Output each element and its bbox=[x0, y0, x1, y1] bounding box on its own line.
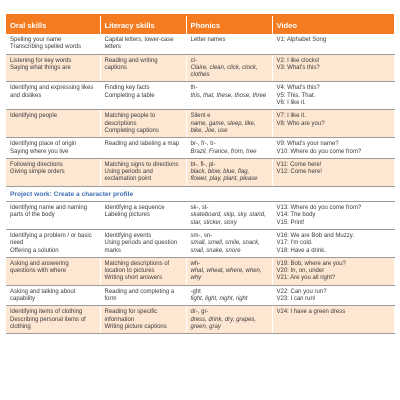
phonics-cell bbox=[186, 138, 272, 159]
phonics-cell bbox=[186, 285, 272, 306]
literacy-skills-cell bbox=[100, 257, 186, 285]
phonics-line: fight, light, night, right bbox=[190, 296, 248, 303]
phonics-line: name, game, sleep, like, bike, Joe, use bbox=[190, 120, 256, 134]
literacy-skills-line: Finding key facts bbox=[104, 85, 150, 92]
literacy-skills-cell bbox=[100, 306, 186, 334]
video-line: V10: Where do you come from? bbox=[276, 148, 362, 155]
video-line: V12: Come here! bbox=[276, 169, 322, 176]
oral-skills-line: Transcribing spelled words bbox=[10, 44, 82, 51]
project-row bbox=[6, 186, 394, 201]
phonics-line: dress, drink, dry, grapes, green, gray bbox=[190, 316, 257, 330]
phonics-line: what, wheat, where, when, why bbox=[190, 268, 262, 282]
header-literacy-skills: Literacy skills bbox=[100, 16, 186, 34]
literacy-skills-line: Identifying events bbox=[104, 232, 152, 239]
literacy-skills-line: Identifying a sequence bbox=[104, 205, 165, 212]
video-line: V21: Are you all right? bbox=[276, 275, 336, 282]
video-line: V15: Print! bbox=[276, 219, 305, 226]
oral-skills-cell bbox=[6, 306, 100, 334]
phonics-cell bbox=[186, 257, 272, 285]
literacy-skills-cell bbox=[100, 110, 186, 138]
oral-skills-line: Saying what things are bbox=[10, 64, 71, 71]
video-line: V9: What's your name? bbox=[276, 141, 339, 148]
video-cell bbox=[272, 257, 394, 285]
literacy-skills-cell bbox=[100, 229, 186, 257]
phonics-cell bbox=[186, 54, 272, 82]
oral-skills-line: Giving simple orders bbox=[10, 169, 65, 176]
table-body-lower bbox=[6, 202, 394, 334]
literacy-skills-cell bbox=[100, 34, 186, 54]
literacy-skills-line: Labeling pictures bbox=[104, 212, 150, 219]
video-line: V23: I can run! bbox=[276, 296, 316, 303]
header-oral-skills: Oral skills bbox=[6, 16, 100, 34]
video-line: V24: I have a green dress bbox=[276, 309, 346, 316]
phonics-line: Letter names bbox=[190, 37, 226, 43]
phonics-line: Brazil, France, from, tree bbox=[190, 148, 257, 155]
literacy-skills-line: Matching signs to directions bbox=[104, 161, 179, 168]
oral-skills-cell bbox=[6, 138, 100, 159]
oral-skills-line: Saying where you live bbox=[10, 148, 69, 155]
video-line: V2: I like clocks! bbox=[276, 57, 320, 64]
table-row bbox=[6, 257, 394, 285]
phonics-cell bbox=[186, 306, 272, 334]
syllabus-table bbox=[6, 16, 395, 334]
video-cell bbox=[272, 82, 394, 110]
video-cell bbox=[272, 306, 394, 334]
video-line: V4: What's this? bbox=[276, 85, 320, 92]
oral-skills-cell bbox=[6, 257, 100, 285]
oral-skills-line: Describing personal items of clothing bbox=[10, 316, 86, 330]
phonics-line: br-, fr-, tr- bbox=[190, 141, 216, 148]
header-phonics: Phonics bbox=[186, 16, 272, 34]
oral-skills-line: Identifying items of clothing bbox=[10, 309, 83, 316]
video-line: V14: The body bbox=[276, 212, 316, 219]
literacy-skills-cell bbox=[100, 285, 186, 306]
video-cell bbox=[272, 202, 394, 230]
table-row bbox=[6, 158, 394, 186]
video-line: V7: I like it. bbox=[276, 113, 306, 120]
phonics-line: sm-, sn- bbox=[190, 232, 213, 239]
oral-skills-cell bbox=[6, 285, 100, 306]
video-cell bbox=[272, 110, 394, 138]
phonics-cell bbox=[186, 202, 272, 230]
oral-skills-line: Asking and talking about capability bbox=[10, 288, 76, 303]
phonics-line: bl-, fl-, pl- bbox=[190, 161, 216, 168]
literacy-skills-line: Reading and writing captions bbox=[104, 57, 158, 71]
oral-skills-line: Identifying name and naming parts of the body bbox=[10, 205, 88, 219]
phonics-cell bbox=[186, 82, 272, 110]
video-line: V22: Can you run? bbox=[276, 288, 327, 295]
oral-skills-line: Offering a solution bbox=[10, 247, 59, 254]
literacy-skills-line: Matching people to descriptions bbox=[104, 113, 156, 127]
oral-skills-cell bbox=[6, 202, 100, 230]
project-title: Create a character profile bbox=[53, 190, 134, 198]
video-cell bbox=[272, 34, 394, 54]
project-heading bbox=[6, 186, 394, 201]
table-body-upper bbox=[6, 34, 394, 186]
oral-skills-line: Identifying and expressing likes and dislikes bbox=[10, 85, 94, 99]
table-row bbox=[6, 34, 394, 54]
phonics-cell bbox=[186, 110, 272, 138]
video-line: V8: Who are you? bbox=[276, 120, 325, 127]
phonics-line: wh- bbox=[190, 260, 201, 267]
oral-skills-cell bbox=[6, 229, 100, 257]
video-cell bbox=[272, 158, 394, 186]
video-cell bbox=[272, 285, 394, 306]
video-line: V1: Alphabet Song bbox=[276, 37, 327, 43]
video-line: V17: I'm cold. bbox=[276, 240, 313, 247]
oral-skills-line: Following directions bbox=[10, 161, 63, 168]
table-row bbox=[6, 138, 394, 159]
table-row bbox=[6, 229, 394, 257]
oral-skills-cell bbox=[6, 158, 100, 186]
oral-skills-cell bbox=[6, 82, 100, 110]
literacy-skills-line: Using periods and exclamation point bbox=[104, 169, 153, 183]
video-line: V20: In, on, under bbox=[276, 268, 325, 275]
header-video: Video bbox=[272, 16, 394, 34]
phonics-line: small, smell, smile, snack, snail, snake, snore bbox=[190, 240, 260, 254]
video-line: V19: Bob, where are you? bbox=[276, 260, 346, 267]
oral-skills-line: Identifying people bbox=[10, 113, 58, 120]
literacy-skills-line: Reading and completing a form bbox=[104, 288, 175, 303]
oral-skills-line: Identifying place of origin bbox=[10, 141, 77, 148]
video-line: V3: What's this? bbox=[276, 64, 320, 71]
table-row bbox=[6, 82, 394, 110]
literacy-skills-line: Matching descriptions of location to pictures bbox=[104, 260, 170, 275]
oral-skills-cell bbox=[6, 54, 100, 82]
project-label: Project work: bbox=[10, 190, 54, 198]
literacy-skills-line: Reading for specific information bbox=[104, 309, 158, 323]
video-line: V5: This. That. bbox=[276, 92, 316, 99]
phonics-line: Claire, clean, click, clock, clothes bbox=[190, 64, 258, 79]
phonics-line: skateboard, skip, sky, stand, star, sticker, story bbox=[190, 212, 266, 226]
video-line: V18: Have a drink. bbox=[276, 247, 326, 254]
video-line: V11: Come here! bbox=[276, 161, 322, 168]
literacy-skills-line: Writing picture captions bbox=[104, 323, 167, 330]
phonics-line: this, that, these, those, three bbox=[190, 92, 267, 99]
literacy-skills-line: Writing short answers bbox=[104, 275, 163, 282]
literacy-skills-cell bbox=[100, 82, 186, 110]
oral-skills-line: Listening for key words bbox=[10, 57, 72, 64]
table-row bbox=[6, 285, 394, 306]
literacy-skills-cell bbox=[100, 158, 186, 186]
literacy-skills-cell bbox=[100, 138, 186, 159]
table-row bbox=[6, 54, 394, 82]
phonics-line: sk-, st- bbox=[190, 205, 209, 212]
oral-skills-cell bbox=[6, 110, 100, 138]
oral-skills-line: Asking and answering questions with where bbox=[10, 260, 69, 275]
video-cell bbox=[272, 138, 394, 159]
video-line: V6: I like it. bbox=[276, 100, 306, 107]
phonics-line: black, blow, blue, flag, flower, play, plant, please bbox=[190, 169, 258, 183]
phonics-line: cl- bbox=[190, 57, 197, 64]
literacy-skills-line: Reading and labeling a map bbox=[104, 141, 180, 148]
phonics-line: th- bbox=[190, 85, 198, 92]
video-cell bbox=[272, 54, 394, 82]
video-line: V16: We are Bob and Muzzy. bbox=[276, 232, 354, 239]
literacy-skills-cell bbox=[100, 54, 186, 82]
video-line: V13: Where do you come from? bbox=[276, 205, 362, 212]
literacy-skills-line: Completing captions bbox=[104, 127, 159, 134]
literacy-skills-line: Capital letters, lower-case letters bbox=[104, 37, 174, 51]
video-cell bbox=[272, 229, 394, 257]
literacy-skills-line: Completing a table bbox=[104, 92, 155, 99]
oral-skills-line: Spelling your name bbox=[10, 37, 62, 43]
table-row bbox=[6, 306, 394, 334]
phonics-cell bbox=[186, 229, 272, 257]
table-row bbox=[6, 202, 394, 230]
table-header-row bbox=[6, 16, 394, 34]
literacy-skills-line: Using periods and question marks bbox=[104, 240, 178, 254]
phonics-line: Silent e bbox=[190, 113, 211, 120]
phonics-line: dr-, gr- bbox=[190, 309, 209, 316]
oral-skills-line: Identifying a problem / or basic need bbox=[10, 232, 92, 247]
phonics-cell bbox=[186, 34, 272, 54]
oral-skills-cell bbox=[6, 34, 100, 54]
phonics-line: -ght bbox=[190, 288, 201, 295]
table-row bbox=[6, 110, 394, 138]
phonics-cell bbox=[186, 158, 272, 186]
literacy-skills-cell bbox=[100, 202, 186, 230]
